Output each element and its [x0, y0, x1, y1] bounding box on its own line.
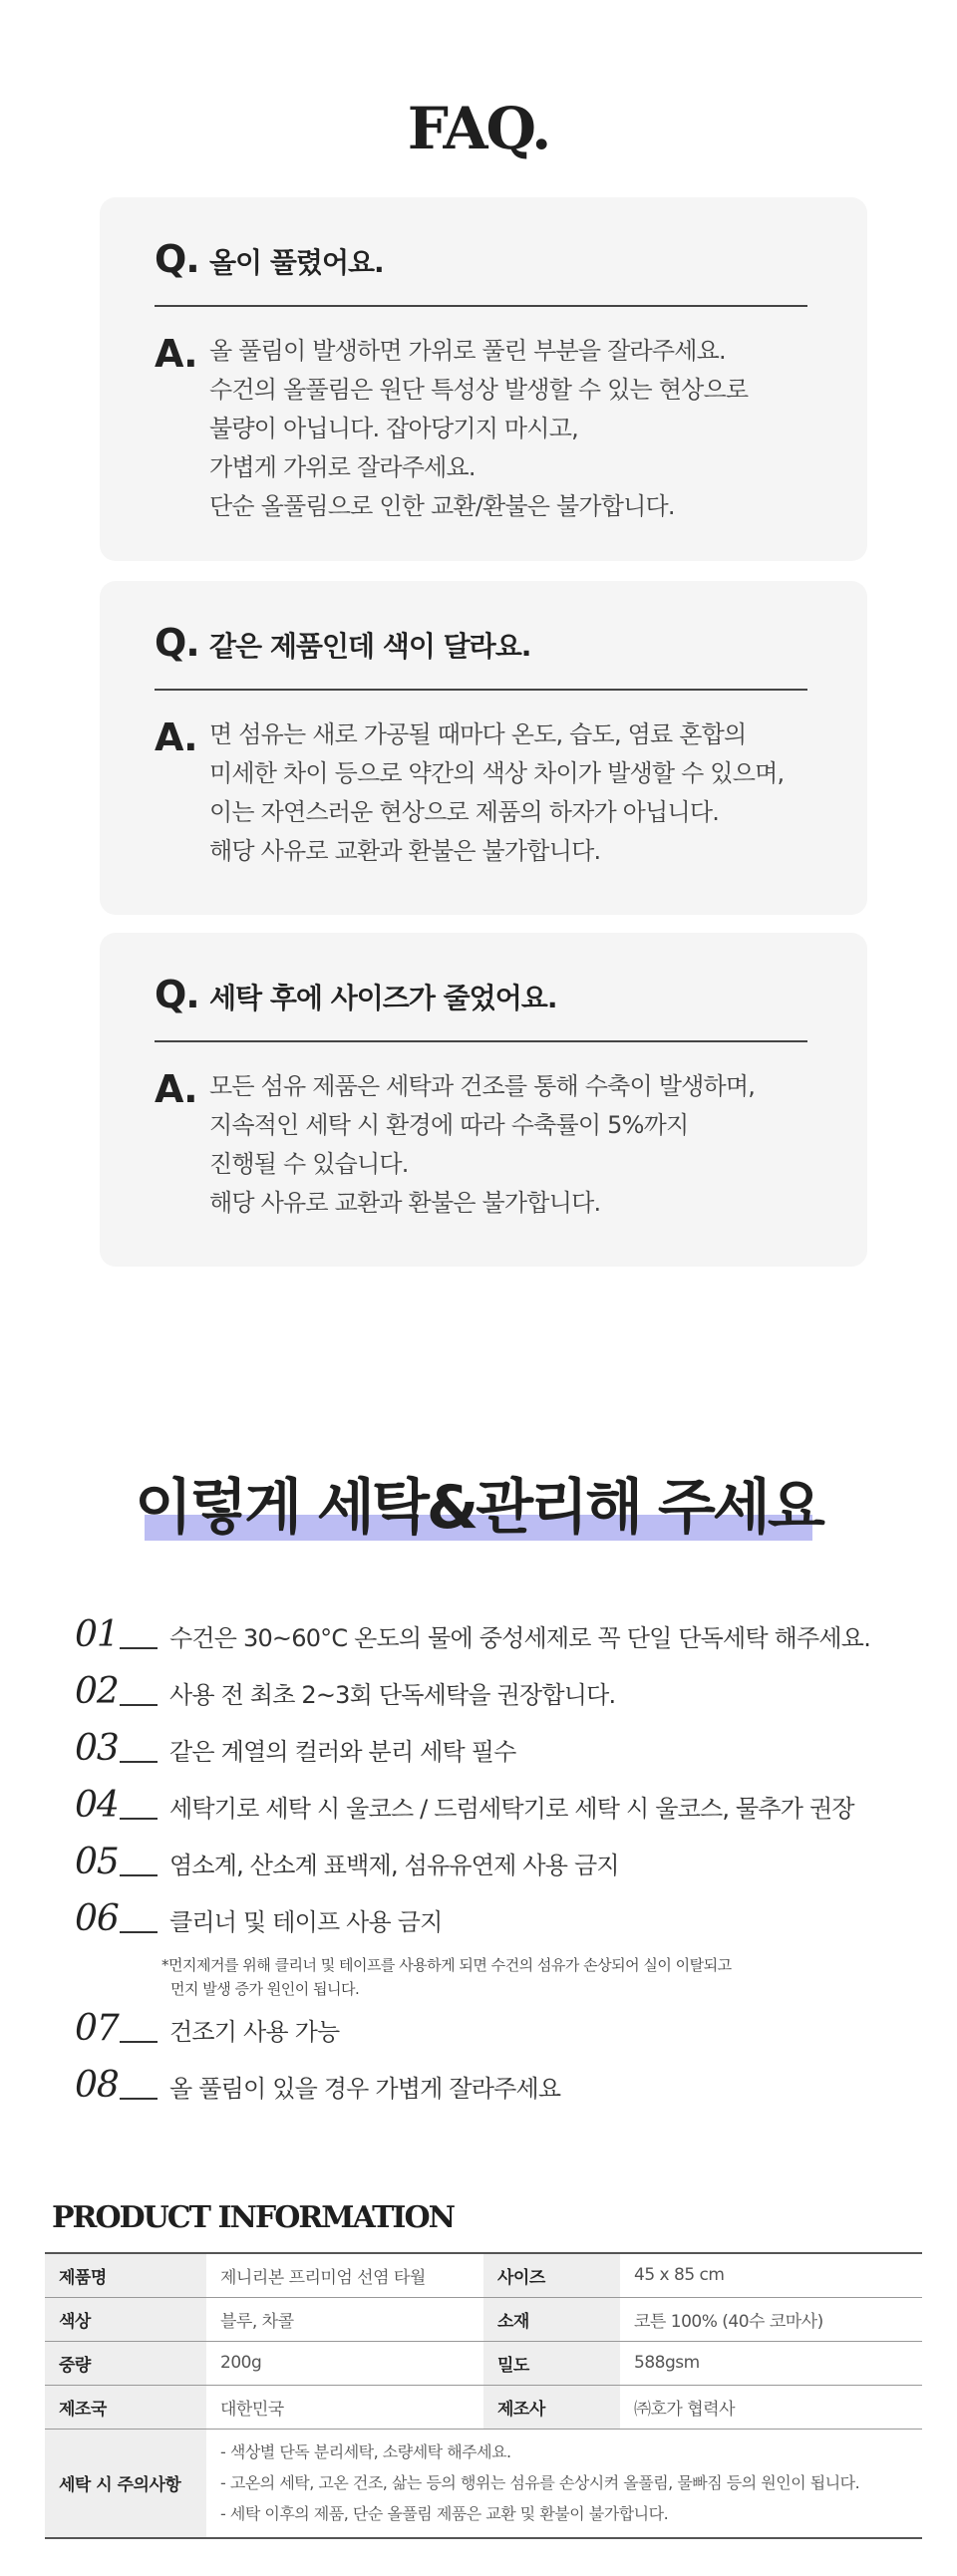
- faq-answer-line: 해당 사유로 교환과 환불은 불가합니다.: [209, 837, 601, 865]
- table-row: [45, 2253, 922, 2297]
- table-value: 200g: [206, 2341, 483, 2385]
- faq-title: FAQ.: [407, 95, 550, 162]
- table-row: [45, 2341, 922, 2385]
- wash-item-text: 클리너 및 테이프 사용 금지: [169, 1908, 443, 1936]
- wash-item-text: 건조기 사용 가능: [169, 2018, 340, 2046]
- wash-item-number: 07: [75, 2008, 119, 2049]
- wash-item-number: 02: [75, 1671, 119, 1712]
- table-label: 제품명: [45, 2253, 206, 2297]
- table-row: [45, 2385, 922, 2429]
- faq-card-1: [100, 197, 867, 561]
- caution-label: 세탁 시 주의사항: [45, 2429, 206, 2538]
- faq-divider: [155, 689, 807, 691]
- faq-answer: [155, 332, 748, 526]
- wash-item-dash: [120, 1704, 158, 1706]
- wash-item-01: [75, 1614, 871, 1655]
- faq-divider: [155, 1040, 807, 1042]
- q-mark: Q.: [155, 237, 199, 281]
- table-row: [45, 2297, 922, 2341]
- table-value: 블루, 차콜: [206, 2297, 483, 2341]
- faq-card-2: [100, 581, 867, 915]
- faq-answer: [155, 1067, 755, 1223]
- wash-item-07: [75, 2008, 340, 2049]
- a-mark: A.: [155, 1067, 197, 1111]
- table-value: 제니리본 프리미엄 선염 타월: [206, 2253, 483, 2297]
- table-label: 사이즈: [483, 2253, 620, 2297]
- faq-question: [155, 973, 556, 1016]
- wash-item-dash: [120, 1874, 158, 1876]
- faq-answer-line: 가볍게 가위로 잘라주세요.: [209, 453, 476, 481]
- wash-item-text: 사용 전 최초 2~3회 단독세탁을 권장합니다.: [169, 1681, 616, 1709]
- wash-heading-wrap: [0, 1460, 957, 1546]
- faq-answer-line: 면 섬유는 새로 가공될 때마다 온도, 습도, 염료 혼합의: [209, 720, 747, 748]
- wash-item-text: 세탁기로 세탁 시 울코스 / 드럼세탁기로 세탁 시 울코스, 물추가 권장: [169, 1795, 854, 1823]
- wash-item-dash: [120, 1647, 158, 1649]
- wash-item-number: 01: [75, 1614, 119, 1655]
- wash-item-06: [75, 1898, 443, 1939]
- faq-question-text: 세탁 후에 사이즈가 줄었어요.: [209, 982, 557, 1014]
- caution-list: [206, 2429, 922, 2538]
- wash-item-05: [75, 1842, 619, 1882]
- table-label: 중량: [45, 2341, 206, 2385]
- product-info-title: PRODUCT INFORMATION: [52, 2200, 455, 2235]
- product-info-table: [45, 2252, 922, 2539]
- faq-answer-line: 단순 올풀림으로 인한 교환/환불은 불가합니다.: [209, 492, 675, 520]
- table-value: 588gsm: [620, 2341, 922, 2385]
- table-value: 코튼 100% (40수 코마사): [620, 2297, 922, 2341]
- caution-item: - 색상별 단독 분리세탁, 소량세탁 해주세요.: [220, 2442, 511, 2462]
- faq-answer-line: 올 풀림이 발생하면 가위로 풀린 부분을 잘라주세요.: [209, 337, 726, 365]
- wash-item-text: 수건은 30~60°C 온도의 물에 중성세제로 꼭 단일 단독세탁 해주세요.: [169, 1624, 871, 1652]
- wash-item-text: 같은 계열의 컬러와 분리 세탁 필수: [169, 1738, 516, 1766]
- faq-question-text: 올이 풀렸어요.: [209, 246, 384, 279]
- faq-answer-line: 불량이 아닙니다. 잡아당기지 마시고,: [209, 415, 578, 442]
- table-label: 밀도: [483, 2341, 620, 2385]
- wash-item-number: 03: [75, 1728, 119, 1769]
- faq-answer-line: 미세한 차이 등으로 약간의 색상 차이가 발생할 수 있으며,: [209, 759, 785, 787]
- faq-answer-line: 지속적인 세탁 시 환경에 따라 수축률이 5%까지: [209, 1111, 689, 1139]
- faq-answer: [155, 716, 784, 871]
- wash-item-dash: [120, 2041, 158, 2043]
- wash-note-line: *먼지제거를 위해 클리너 및 테이프를 사용하게 되면 수건의 섬유가 손상되어 실이 이탈되고: [161, 1956, 732, 1974]
- faq-answer-line: 해당 사유로 교환과 환불은 불가합니다.: [209, 1189, 601, 1217]
- wash-item-number: 06: [75, 1898, 119, 1939]
- wash-note-line: 먼지 발생 증가 원인이 됩니다.: [170, 1980, 360, 1998]
- wash-item-08: [75, 2065, 561, 2106]
- a-mark: A.: [155, 332, 197, 376]
- q-mark: Q.: [155, 973, 199, 1016]
- table-value: 대한민국: [206, 2385, 483, 2429]
- table-row-caution: [45, 2429, 922, 2538]
- a-mark: A.: [155, 716, 197, 759]
- faq-card-3: [100, 933, 867, 1267]
- wash-item-dash: [120, 1818, 158, 1820]
- wash-item-04: [75, 1785, 854, 1826]
- wash-item-03: [75, 1728, 516, 1769]
- faq-answer-line: 수건의 올풀림은 원단 특성상 발생할 수 있는 현상으로: [209, 376, 749, 404]
- wash-heading: 이렇게 세탁&관리해 주세요: [135, 1473, 822, 1543]
- table-value: ㈜호가 협력사: [620, 2385, 922, 2429]
- wash-item-text: 올 풀림이 있을 경우 가볍게 잘라주세요: [169, 2075, 561, 2103]
- wash-item-number: 05: [75, 1842, 119, 1882]
- faq-answer-line: 진행될 수 있습니다.: [209, 1150, 409, 1178]
- q-mark: Q.: [155, 621, 199, 665]
- table-value: 45 x 85 cm: [620, 2253, 922, 2297]
- faq-question: [155, 237, 384, 281]
- wash-item-06-note: [161, 1953, 732, 2001]
- wash-item-number: 08: [75, 2065, 119, 2106]
- faq-answer-line: 이는 자연스러운 현상으로 제품의 하자가 아닙니다.: [209, 798, 720, 826]
- wash-item-number: 04: [75, 1785, 119, 1826]
- faq-question-text: 같은 제품인데 색이 달라요.: [209, 630, 531, 663]
- faq-answer-line: 모든 섬유 제품은 세탁과 건조를 통해 수축이 발생하며,: [209, 1072, 756, 1100]
- caution-item: - 세탁 이후의 제품, 단순 올풀림 제품은 교환 및 환불이 불가합니다.: [220, 2504, 669, 2524]
- faq-question: [155, 621, 530, 665]
- table-label: 제조국: [45, 2385, 206, 2429]
- table-label: 제조사: [483, 2385, 620, 2429]
- wash-item-text: 염소계, 산소계 표백제, 섬유유연제 사용 금지: [169, 1852, 619, 1879]
- faq-divider: [155, 305, 807, 307]
- table-label: 색상: [45, 2297, 206, 2341]
- table-label: 소재: [483, 2297, 620, 2341]
- wash-item-dash: [120, 1931, 158, 1933]
- wash-item-dash: [120, 2098, 158, 2100]
- wash-item-02: [75, 1671, 616, 1712]
- caution-item: - 고온의 세탁, 고온 건조, 삶는 등의 행위는 섬유를 손상시켜 올풀림, 물빠짐 등의 원인이 됩니다.: [220, 2473, 860, 2493]
- wash-item-dash: [120, 1761, 158, 1763]
